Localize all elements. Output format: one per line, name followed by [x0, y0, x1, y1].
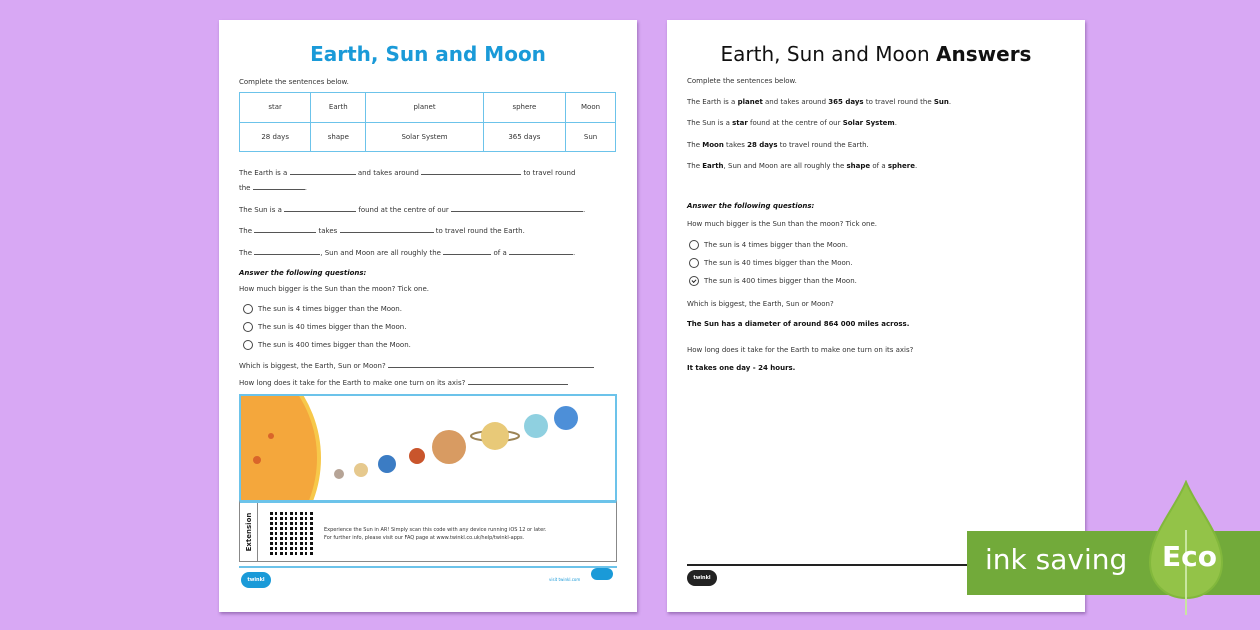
questions-heading: Answer the following questions: — [239, 269, 367, 277]
blank — [253, 183, 305, 190]
answer-line — [468, 378, 568, 385]
text: How long does it take for the Earth to make one turn on its axis? — [239, 379, 466, 387]
text: . — [304, 184, 307, 192]
questions-heading: Answer the following questions: — [687, 202, 815, 210]
option-2[interactable] — [243, 322, 406, 332]
blank — [509, 248, 576, 257]
text: to travel round — [523, 169, 576, 177]
text: . — [914, 162, 918, 170]
blank — [254, 248, 320, 255]
word-cell: 28 days — [240, 122, 311, 152]
radio-icon[interactable] — [689, 258, 699, 268]
answer-3 — [687, 141, 869, 149]
twinkl-badge-icon — [591, 568, 613, 580]
twinkl-logo: twinkl — [687, 570, 717, 586]
text: star — [732, 119, 748, 127]
question-3: How long does it take for the Earth to make one turn on its axis? — [687, 346, 914, 354]
word-cell: shape — [311, 122, 366, 152]
text: . — [572, 249, 576, 257]
text: 365 days — [828, 98, 864, 106]
question-2: Which is biggest, the Earth, Sun or Moon? — [687, 300, 834, 308]
text: of a — [493, 249, 507, 257]
footer-divider — [239, 566, 617, 568]
question-1: How much bigger is the Sun than the moon? Tick one. — [687, 220, 878, 228]
word-cell: Moon — [566, 93, 616, 123]
question-2 — [239, 361, 594, 370]
uranus-icon — [524, 414, 548, 438]
blank — [284, 205, 356, 212]
option-label: The sun is 4 times bigger than the Moon. — [258, 305, 402, 313]
ink-saving-label: ink saving — [985, 543, 1128, 576]
text: The Sun is a — [687, 119, 733, 127]
option-label: The sun is 400 times bigger than the Moon. — [258, 341, 411, 349]
question-1: How much bigger is the Sun than the moon? Tick one. — [239, 285, 430, 293]
blank — [443, 248, 491, 255]
option-label: The sun is 40 times bigger than the Moon. — [258, 323, 407, 331]
extension-label: Extension — [244, 512, 253, 552]
blank — [290, 168, 356, 175]
extension-text-1: Experience the Sun in AR! Simply scan this code with any device running iOS 12 or later. — [324, 527, 547, 533]
blank — [421, 168, 521, 175]
text: 28 days — [747, 141, 778, 149]
worksheet-page — [219, 20, 637, 612]
word-cell: Earth — [311, 93, 366, 123]
instruction: Complete the sentences below. — [687, 77, 797, 85]
radio-icon[interactable] — [243, 322, 253, 332]
question-3 — [239, 378, 568, 387]
blank — [451, 205, 586, 214]
blank — [254, 226, 316, 233]
word-cell: Solar System — [366, 122, 483, 152]
twinkl-logo: twinkl — [241, 572, 271, 588]
answer-q2: The Sun has a diameter of around 864 000 miles across. — [687, 320, 910, 328]
word-cell: star — [240, 93, 311, 123]
neptune-icon — [554, 406, 578, 430]
word-cell: sphere — [483, 93, 565, 123]
option-2[interactable] — [689, 258, 852, 268]
text: The — [687, 141, 703, 149]
option-3[interactable] — [243, 340, 411, 350]
mercury-icon — [334, 469, 344, 479]
option-label: The sun is 40 times bigger than the Moon. — [704, 259, 853, 267]
footer-divider — [687, 564, 987, 566]
earth-icon — [378, 455, 396, 473]
solar-system-illustration — [239, 394, 617, 502]
extension-box — [239, 500, 617, 562]
text: The — [687, 162, 703, 170]
radio-checked-icon[interactable] — [689, 276, 699, 286]
answer-4 — [687, 162, 917, 170]
text: Earth — [702, 162, 724, 170]
text: found at the centre of our — [358, 206, 449, 214]
option-label: The sun is 4 times bigger than the Moon. — [704, 241, 848, 249]
text: , Sun and Moon are all roughly the — [723, 162, 847, 170]
text: . — [894, 119, 897, 127]
text: planet — [737, 98, 763, 106]
text: The Earth is a — [687, 98, 738, 106]
answer-1 — [687, 98, 951, 106]
instruction: Complete the sentences below. — [239, 78, 349, 86]
word-bank — [239, 92, 616, 152]
text: the — [239, 184, 251, 192]
text: shape — [846, 162, 871, 170]
sentence-1 — [239, 168, 575, 177]
option-1[interactable] — [243, 304, 402, 314]
answer-line — [388, 361, 594, 368]
sun-icon — [241, 396, 319, 502]
text: to travel round the — [863, 98, 934, 106]
text: . — [948, 98, 952, 106]
qr-code[interactable] — [270, 511, 314, 555]
word-cell: planet — [366, 93, 483, 123]
mars-icon — [409, 448, 425, 464]
blank — [340, 226, 434, 233]
extension-label-cell — [240, 503, 258, 561]
title-text: Earth, Sun and Moon — [720, 42, 937, 66]
text: The Sun is a — [239, 206, 282, 214]
text: The Earth is a — [239, 169, 288, 177]
venus-icon — [354, 463, 368, 477]
text: The — [239, 249, 253, 257]
title-bold: Answers — [936, 42, 1032, 66]
answer-2 — [687, 119, 897, 127]
text: takes — [318, 227, 338, 235]
eco-label: Eco — [1162, 540, 1217, 573]
sentence-2 — [239, 205, 585, 214]
leaf-icon — [1148, 480, 1224, 624]
text: and takes around — [762, 98, 829, 106]
jupiter-icon — [432, 430, 466, 464]
footer-url[interactable]: visit twinkl.com — [549, 577, 581, 582]
option-label: The sun is 400 times bigger than the Moon. — [704, 277, 857, 285]
word-cell: Sun — [566, 122, 616, 152]
text: Moon — [702, 141, 724, 149]
radio-icon[interactable] — [243, 340, 253, 350]
text: Which is biggest, the Earth, Sun or Moon? — [239, 362, 386, 370]
sentence-1-cont — [239, 183, 307, 192]
worksheet-title: Earth, Sun and Moon — [310, 42, 546, 66]
answers-title — [667, 42, 1085, 66]
answers-page — [667, 20, 1085, 612]
text: to travel round the Earth. — [777, 141, 869, 149]
text: Solar System — [842, 119, 895, 127]
sentence-4 — [239, 248, 575, 257]
sentence-3 — [239, 226, 525, 235]
text: , Sun and Moon are all roughly the — [320, 249, 441, 257]
extension-text-2: For further info, please visit our FAQ page at www.twinkl.co.uk/help/twinkl-apps. — [324, 535, 525, 541]
text: takes — [723, 141, 748, 149]
option-3[interactable] — [689, 276, 857, 286]
text: found at the centre of our — [747, 119, 843, 127]
radio-icon[interactable] — [689, 240, 699, 250]
word-cell: 365 days — [483, 122, 565, 152]
answer-q3: It takes one day - 24 hours. — [687, 364, 796, 372]
text: and takes around — [357, 169, 419, 177]
text: . — [583, 206, 586, 214]
radio-icon[interactable] — [243, 304, 253, 314]
text: sphere — [887, 162, 915, 170]
text: to travel round the Earth. — [435, 227, 525, 235]
text: Sun — [933, 98, 949, 106]
text: of a — [870, 162, 888, 170]
text: The — [239, 227, 253, 235]
option-1[interactable] — [689, 240, 848, 250]
saturn-icon — [481, 422, 509, 450]
